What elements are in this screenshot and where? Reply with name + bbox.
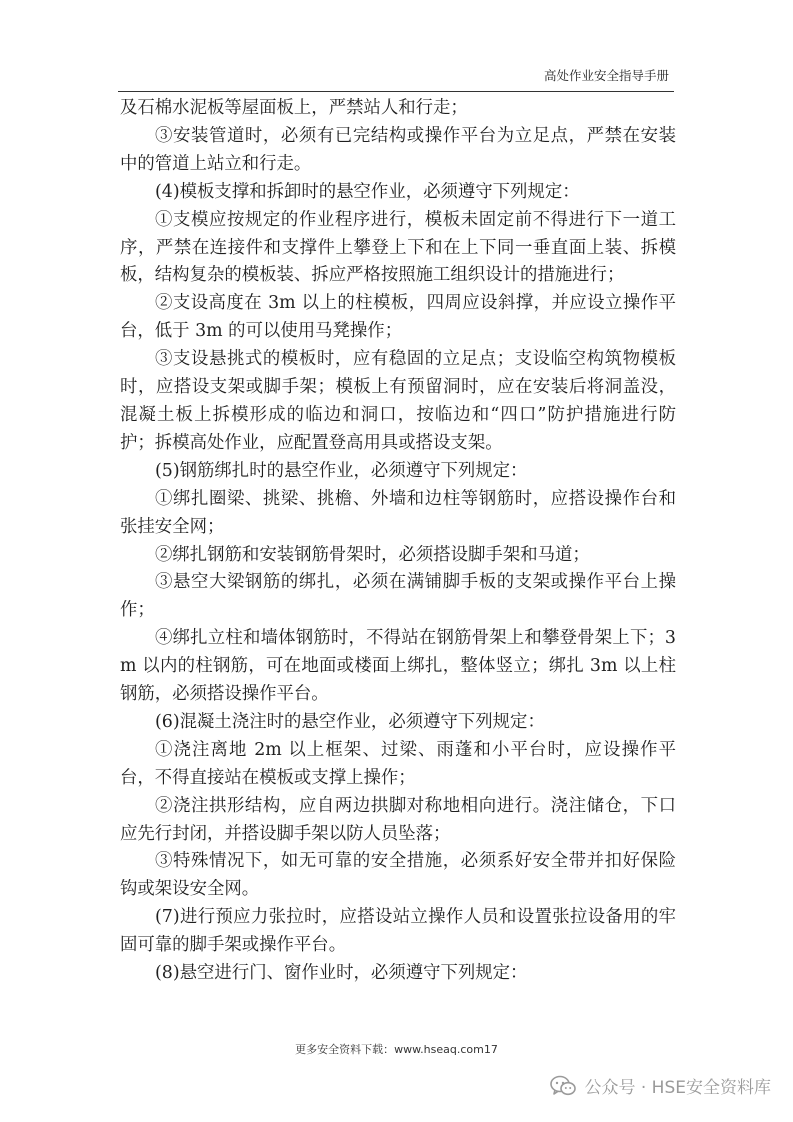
paragraph: ③支设悬挑式的模板时，应有稳固的立足点；支设临空构筑物模板时，应搭设支架或脚手架；模板上有预留洞时，应在安装后将洞盖没，混凝土板上拆模形成的临边和洞口，按临边和“四口”防护措施进行防护；拆模高处作业，应配置登高用具或搭设支架。 [120,349,676,453]
section-heading: (8)悬空进行门、窗作业时，必须遵守下列规定： [155,963,528,984]
paragraph: ②绑扎钢筋和安装钢筋骨架时，必须搭设脚手架和马道； [155,544,590,565]
document-body [120,95,676,988]
paragraph: ①支模应按规定的作业程序进行，模板未固定前不得进行下一道工序，严禁在连接件和支撑件上攀登上下和在上下同一垂直面上装、拆模板，结构复杂的模板装、拆应严格按照施工组织设计的措施进行； [120,209,676,286]
paragraph: ②支设高度在 3m 以上的柱模板，四周应设斜撑，并应设立操作平台，低于 3m 的可以使用马凳操作； [120,293,676,342]
watermark [550,1073,771,1098]
section-heading: (7)进行预应力张拉时，应搭设站立操作人员和设置张拉设备用的牢固可靠的脚手架或操作平台。 [120,907,676,956]
document-header-title: 高处作业安全指导手册 [543,68,669,83]
paragraph: ③悬空大梁钢筋的绑扎，必须在满铺脚手板的支架或操作平台上操作； [120,572,676,621]
header-divider [118,91,674,92]
section-heading: (4)模板支撑和拆卸时的悬空作业，必须遵守下列规定： [155,181,580,202]
paragraph: ①绑扎圈梁、挑梁、挑檐、外墙和边柱等钢筋时，应搭设操作台和张挂安全网； [120,488,676,537]
paragraph: ①浇注离地 2m 以上框架、过梁、雨蓬和小平台时，应设操作平台，不得直接站在模板或支撑上操作； [120,739,676,788]
paragraph: ③特殊情况下，如无可靠的安全措施，必须系好安全带并扣好保险钩或架设安全网。 [120,851,676,900]
paragraph: 及石棉水泥板等屋面板上，严禁站人和行走； [120,98,468,118]
footer-download-link[interactable]: 更多安全资料下载：www.hseaq.com17 [295,1043,498,1056]
section-heading: (6)混凝土浇注时的悬空作业，必须遵守下列规定： [155,711,545,732]
paragraph: ④绑扎立柱和墙体钢筋时，不得站在钢筋骨架上和攀登骨架上下；3m 以内的柱钢筋，可在地面或楼面上绑扎，整体竖立；绑扎 3m 以上柱钢筋，必须搭设操作平台。 [120,628,676,705]
paragraph: ②浇注拱形结构，应自两边拱脚对称地相向进行。浇注储仓，下口应先行封闭，并搭设脚手架以防人员坠落； [120,795,676,844]
watermark-text: 公众号 · HSE安全资料库 [584,1078,771,1098]
wechat-icon [550,1075,576,1097]
section-heading: (5)钢筋绑扎时的悬空作业，必须遵守下列规定： [155,460,528,481]
paragraph: ③安装管道时，必须有已完结构或操作平台为立足点，严禁在安装中的管道上站立和行走。 [120,125,676,174]
